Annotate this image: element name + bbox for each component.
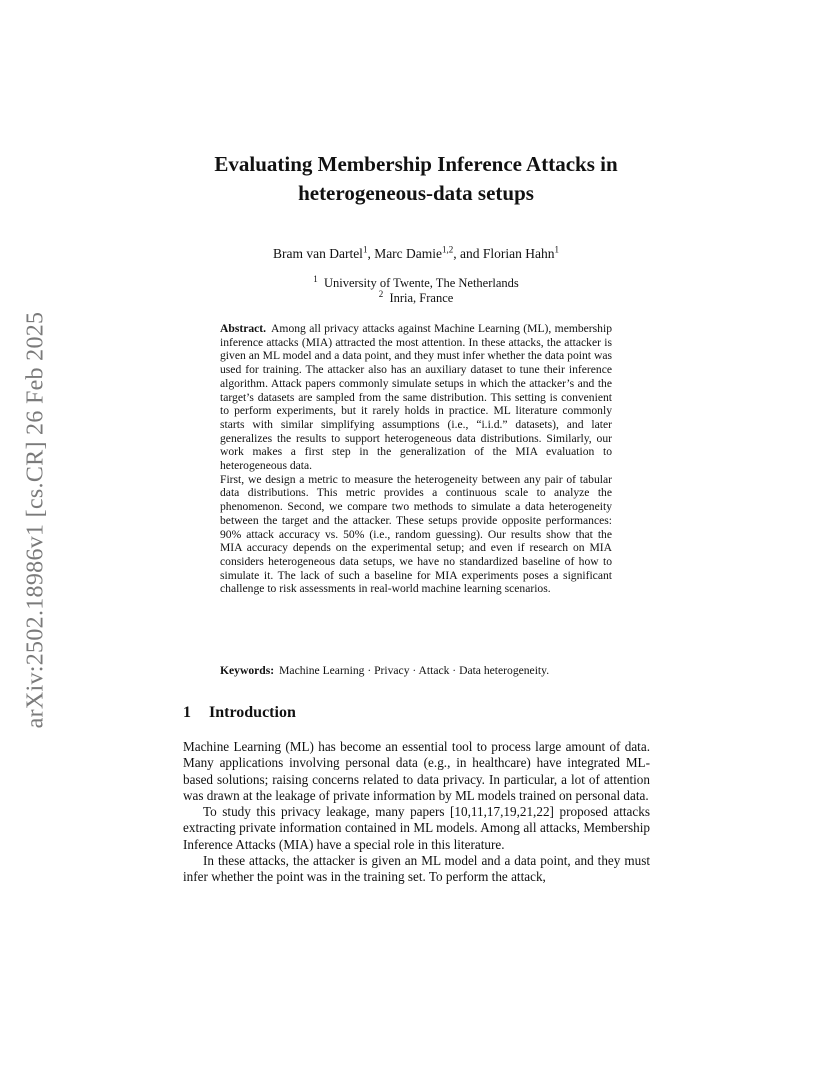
paper-title — [150, 150, 682, 208]
author-affil-mark: 1,2 — [442, 244, 454, 255]
arxiv-identifier: arXiv:2502.18986v1 [cs.CR] 26 Feb 2025 — [22, 311, 49, 729]
body-paragraph: In these attacks, the attacker is given an ML model and a data point, and they must infer whether the point was in the training set. To perform the attack, — [183, 853, 650, 885]
author-separator: , — [367, 246, 375, 261]
affiliation-mark: 1 — [313, 273, 318, 284]
affiliation-text: University of Twente, The Netherlands — [323, 276, 519, 290]
keywords — [220, 664, 620, 678]
author-name: Marc Damie — [374, 246, 443, 261]
author-name: Bram van Dartel — [272, 246, 363, 261]
title-line-2: heterogeneous-data setups — [298, 181, 534, 205]
title-line-1: Evaluating Membership Inference Attacks in — [214, 152, 618, 176]
author-affil-mark: 1 — [362, 244, 368, 255]
abstract-text: Among all privacy attacks against Machine Learning (ML), membership inference attacks (MIA) attracted the most attention. In these attacks, the attacker is given an ML model and a data point, and they must infer whether the data point was used for training. The attacker also has an auxiliary dataset to tune their inference algorithm. Attack papers commonly simulate setups in which the attacker’s and the target’s datasets are sampled from the same distribution. This setting is convenient to perform experiments, but it rarely holds in practice. ML literature commonly starts with similar simplifying assumptions (i.e., “i.i.d.” datasets), and later generalizes the results to support heterogeneous data distributions. Similarly, our work makes a first step in the generalization of the MIA evaluation to heterogeneous data. — [220, 322, 612, 473]
body-paragraph: Machine Learning (ML) has become an essential tool to process large amount of data. Many applications involving personal data (e.g., in healthcare) have integrated ML-based solutions; raising concerns related to data privacy. In particular, a lot of attention was drawn at the leakage of private information by ML models trained on personal data. — [183, 739, 650, 803]
title-block — [150, 150, 682, 306]
author-affil-mark: 1 — [554, 244, 560, 255]
body-text — [183, 739, 650, 886]
affiliation-list — [150, 273, 682, 306]
section-title: Introduction — [209, 704, 296, 721]
keywords-label: Keywords: — [220, 664, 275, 677]
author-separator: , and — [453, 246, 483, 261]
section-number: 1 — [183, 704, 191, 721]
affiliation — [150, 288, 682, 306]
abstract-paragraph — [220, 322, 612, 473]
affiliation — [150, 273, 682, 291]
abstract-label: Abstract. — [220, 322, 267, 335]
section-heading — [183, 704, 296, 722]
abstract-paragraph: First, we design a metric to measure the heterogeneity between any pair of tabular data distributions. This metric provides a continuous scale to analyze the phenomenon. Second, we compare two methods to simulate a data heterogeneity between the target and the attacker. These setups provide opposite performances: 90% attack accuracy vs. 50% (i.e., random guessing). Our results show that the MIA accuracy depends on the experimental setup; and even if research on MIA considers heterogeneous data setups, we have no standardized baseline of how to simulate it. The lack of such a baseline for MIA experiments poses a significant challenge to risk assessments in real-world machine learning scenarios. — [220, 472, 612, 596]
body-paragraph: To study this privacy leakage, many papers [10,11,17,19,21,22] proposed attacks extracting private information contained in ML models. Among all attacks, Membership Inference Attacks (MIA) have a special role in this literature. — [183, 804, 650, 852]
abstract — [220, 322, 612, 596]
keywords-text: Machine Learning · Privacy · Attack · Data heterogeneity. — [279, 664, 550, 677]
affiliation-text: Inria, France — [389, 291, 454, 305]
affiliation-mark: 2 — [378, 288, 384, 299]
author-name: Florian Hahn — [482, 246, 555, 261]
author-list — [150, 246, 682, 262]
